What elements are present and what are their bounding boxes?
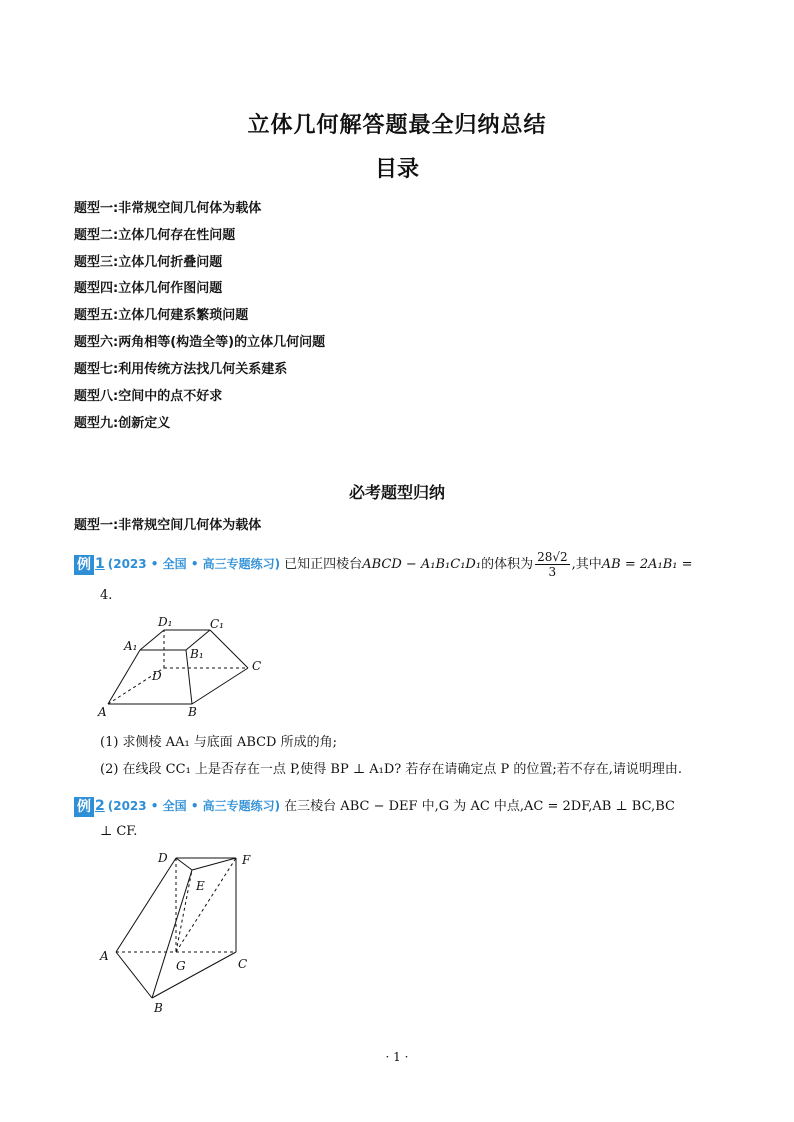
example-source: (2023 • 全国 • 高三专题练习)	[107, 799, 281, 813]
toc-item[interactable]: 题型三:立体几何折叠问题	[74, 255, 223, 270]
document-title: 立体几何解答题最全归纳总结	[247, 113, 547, 138]
example-tag: 例	[74, 797, 94, 817]
edge-AB	[116, 952, 152, 998]
example-text: 的体积为	[481, 557, 534, 572]
toc-item[interactable]: 题型六:两角相等(构造全等)的立体几何问题	[74, 335, 326, 350]
question-2: (2) 在线段 CC₁ 上是否存在一点 P,使得 BP ⊥ A₁D? 若存在请确定点 P 的位置;若不存在,请说明理由.	[100, 762, 682, 777]
vertex-label: A	[100, 949, 109, 963]
toc-item[interactable]: 题型一:非常规空间几何体为载体	[74, 201, 262, 216]
edge-DA	[116, 858, 176, 952]
vertex-label: B₁	[190, 647, 204, 661]
vertex-label: D₁	[158, 615, 173, 629]
edge-DE	[176, 858, 192, 870]
toc-item[interactable]: 题型八:空间中的点不好求	[74, 389, 223, 404]
vertex-label: B	[154, 1001, 163, 1015]
example-text: 在三棱台 ABC − DEF 中,G 为 AC 中点,AC = 2DF,AB ⊥ BC,BC	[284, 799, 675, 814]
edge-GF	[176, 858, 236, 952]
frustum-figure	[96, 612, 266, 720]
vertex-label: A	[98, 705, 107, 719]
question-1: (1) 求侧棱 AA₁ 与底面 ABCD 所成的角;	[100, 735, 337, 750]
vertex-label: A₁	[124, 639, 138, 653]
fraction-numerator: 28√2	[537, 550, 568, 564]
toc-item[interactable]: 题型九:创新定义	[74, 416, 171, 431]
vertex-label: G	[176, 959, 186, 973]
edge-BC	[192, 668, 248, 704]
example-text: 已知正四棱台	[284, 557, 363, 572]
relation: AB = 2A₁B₁ =	[601, 557, 693, 572]
vertex-label: C₁	[210, 617, 224, 631]
example-1-header	[74, 550, 693, 579]
example-2-continuation: ⊥ CF.	[100, 824, 138, 839]
edge-AA1	[108, 650, 140, 704]
example-number: 1	[95, 556, 105, 572]
example-tag: 例	[74, 555, 94, 575]
example-text: ,其中	[571, 557, 602, 572]
vertex-label: D	[158, 851, 168, 865]
fraction-denominator: 3	[548, 565, 557, 579]
example-2-header	[74, 795, 675, 817]
example-1-continuation: 4.	[100, 588, 113, 603]
type-heading: 题型一:非常规空间几何体为载体	[74, 518, 262, 533]
page-number: · 1 ·	[385, 1050, 409, 1064]
toc-item[interactable]: 题型七:利用传统方法找几何关系建系	[74, 362, 288, 377]
section-heading: 必考题型归纳	[348, 483, 445, 502]
example-source: (2023 • 全国 • 高三专题练习)	[107, 557, 281, 571]
edge-EF	[192, 858, 236, 870]
toc-item[interactable]: 题型四:立体几何作图问题	[74, 281, 223, 296]
example-number: 2	[95, 798, 105, 814]
toc-heading: 目录	[374, 157, 419, 182]
toc-item[interactable]: 题型五:立体几何建系繁琐问题	[74, 308, 249, 323]
solid-name: ABCD − A₁B₁C₁D₁	[362, 557, 482, 572]
vertex-label: C	[238, 957, 248, 971]
edge-EB	[152, 870, 192, 998]
toc-item[interactable]: 题型二:立体几何存在性问题	[74, 228, 236, 243]
edge-CC1	[210, 630, 248, 668]
vertex-label: B	[188, 705, 197, 719]
prism-figure	[96, 846, 266, 1016]
volume-fraction	[535, 550, 570, 579]
vertex-label: F	[242, 853, 251, 867]
vertex-label: D	[152, 669, 162, 683]
vertex-label: E	[196, 879, 205, 893]
edge-A1D1	[140, 630, 164, 650]
vertex-label: C	[252, 659, 262, 673]
